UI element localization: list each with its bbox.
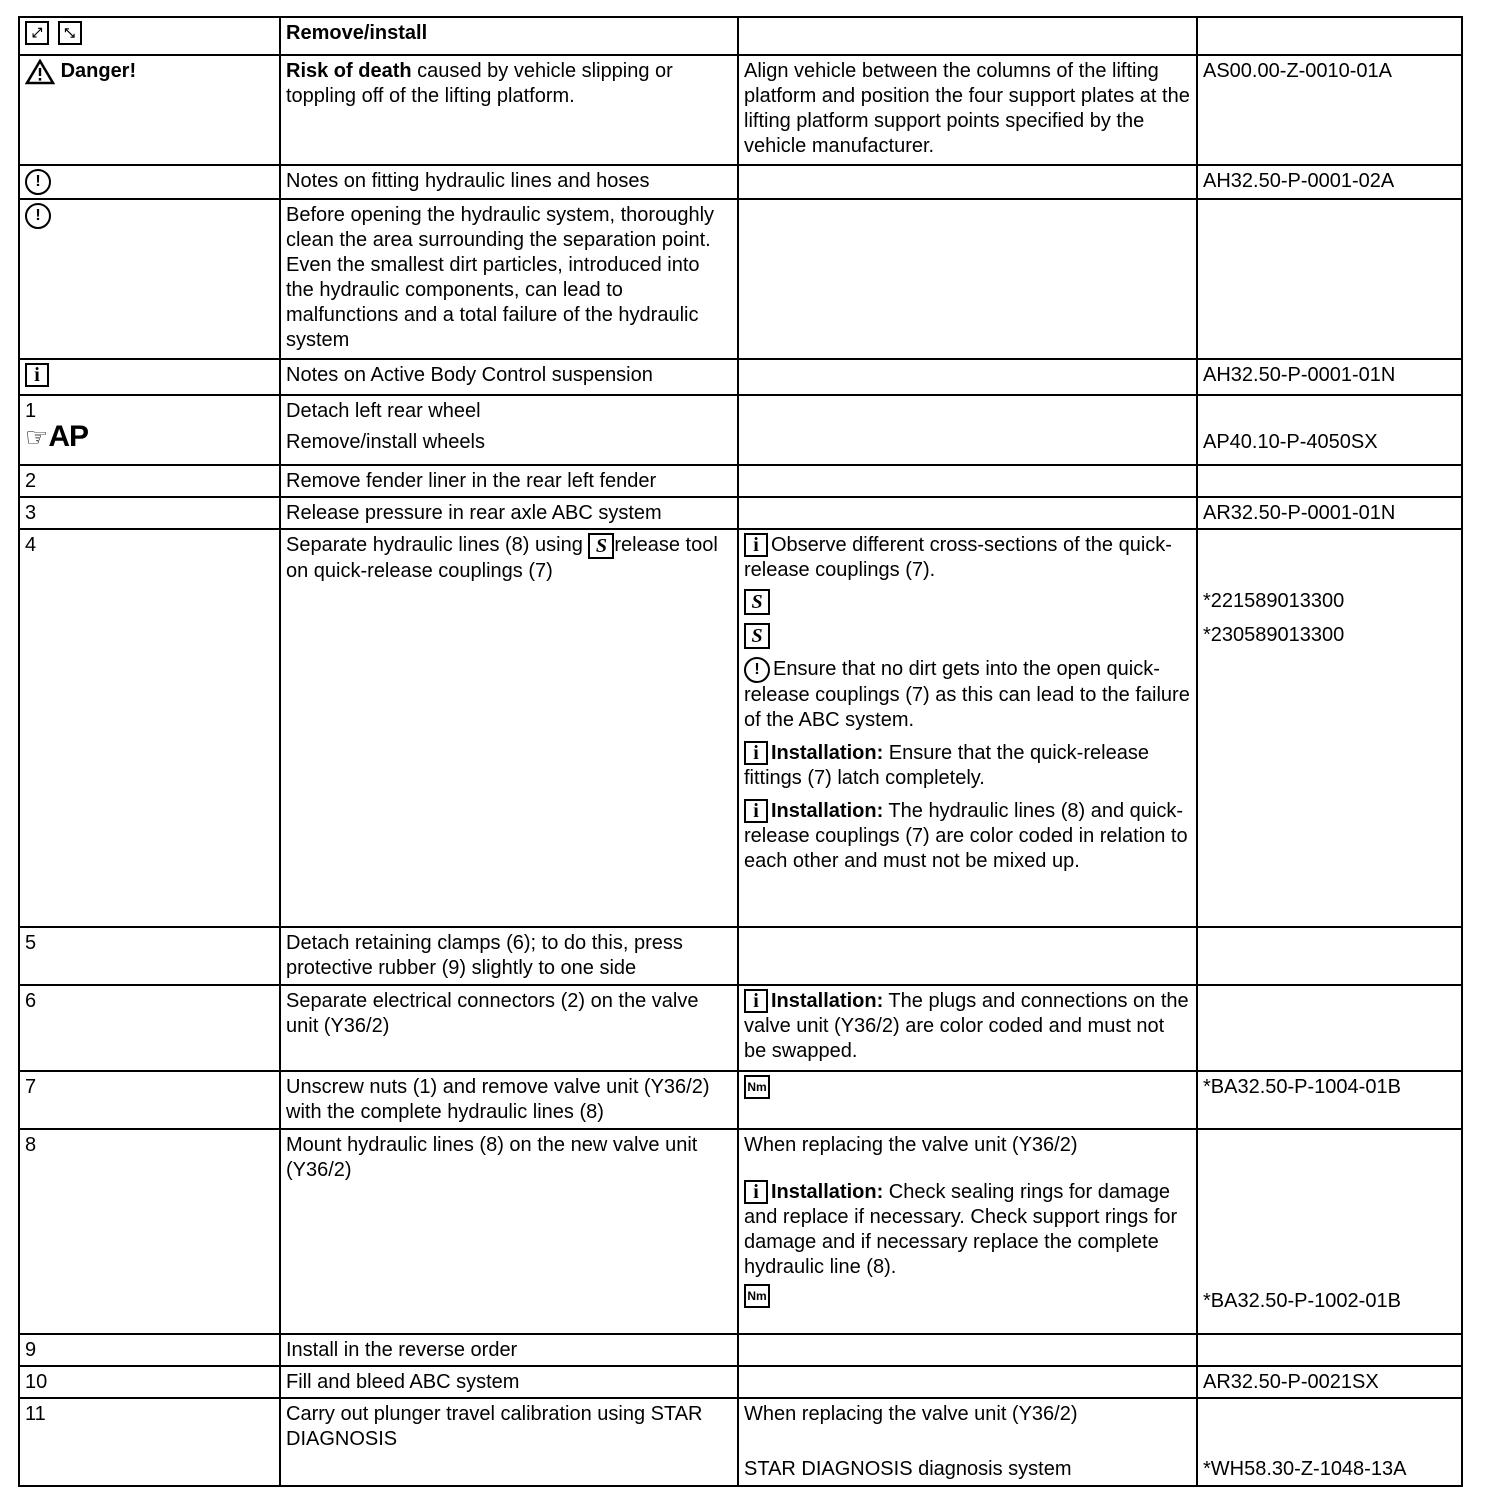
step-ref[interactable]: AR32.50-P-0021SX xyxy=(1203,1371,1379,1393)
note-text: Notes on fitting hydraulic lines and hoses xyxy=(286,170,650,192)
step-ref[interactable]: *WH58.30-Z-1048-13A xyxy=(1203,1458,1407,1480)
note-text: Before opening the hydraulic system, thoroughly clean the area surrounding the separation point. Even the smallest dirt particles, introduced into the hydraulic components, can lead to malfunctions and a total failure of the hydraulic system xyxy=(286,204,715,351)
step-text: Detach retaining clamps (6); to do this, press protective rubber (9) slightly to one side xyxy=(286,932,683,979)
header-row xyxy=(19,17,1462,55)
caution-icon: ! xyxy=(25,169,51,195)
system-text: STAR DIAGNOSIS diagnosis system xyxy=(744,1458,1072,1480)
special-tool-icon: S xyxy=(744,589,770,615)
info-icon: i xyxy=(744,741,768,765)
tool-ref[interactable]: *221589013300 xyxy=(1203,590,1345,612)
step-number: 4 xyxy=(25,534,37,556)
installation-note: i Installation: Check sealing rings for damage and replace if necessary. Check support rings for damage and if necessary replace the complete hydraulic line (8). xyxy=(744,1181,1178,1278)
pointing-hand-icon: ☞ xyxy=(25,422,49,452)
collapse-icon[interactable]: ⤡ xyxy=(58,21,82,45)
risk-text: caused by vehicle slipping or toppling off of the lifting platform. xyxy=(286,60,673,107)
step-number: 11 xyxy=(25,1403,46,1425)
step-number: 3 xyxy=(25,502,37,524)
danger-measure: Align vehicle between the columns of the lifting platform and position the four support plates at the lifting platform support points specified by the vehicle manufacturer. xyxy=(744,60,1190,157)
header-title: Remove/install xyxy=(280,17,738,55)
step-row xyxy=(19,1071,1462,1129)
danger-ref[interactable]: AS00.00-Z-0010-01A xyxy=(1203,60,1393,82)
note-row xyxy=(19,165,1462,199)
procedure-table xyxy=(18,16,1463,1487)
info-icon: i xyxy=(744,799,768,823)
step-ref[interactable]: *BA32.50-P-1002-01B xyxy=(1203,1290,1401,1312)
ap-text: Remove/install wheels xyxy=(286,431,485,453)
step-row xyxy=(19,497,1462,529)
note-row xyxy=(19,199,1462,359)
info-icon: i xyxy=(744,1180,768,1204)
step-number: 1 xyxy=(25,400,37,422)
expand-icon[interactable]: ⤢ xyxy=(25,21,49,45)
step-text: Mount hydraulic lines (8) on the new valve unit (Y36/2) xyxy=(286,1134,698,1181)
torque-icon: Nm xyxy=(744,1284,770,1308)
ap-marker: ☞AP xyxy=(25,420,88,453)
danger-row xyxy=(19,55,1462,165)
torque-icon: Nm xyxy=(744,1075,770,1099)
note-row xyxy=(19,359,1462,395)
step-number: 2 xyxy=(25,470,37,492)
step-row xyxy=(19,1334,1462,1366)
step-row xyxy=(19,395,1462,465)
step-text: Separate hydraulic lines (8) using xyxy=(286,534,589,556)
danger-label: Danger! xyxy=(60,60,137,82)
special-tool-icon: S xyxy=(744,623,770,649)
special-tool-icon: S xyxy=(588,533,614,559)
step-number: 7 xyxy=(25,1076,37,1098)
note-ref[interactable]: AH32.50-P-0001-01N xyxy=(1203,364,1396,386)
step-text: Fill and bleed ABC system xyxy=(286,1371,520,1393)
step-text: Remove fender liner in the rear left fender xyxy=(286,470,657,492)
step-text-cont: release tool on quick-release couplings (7) xyxy=(286,534,718,582)
step-text: Detach left rear wheel xyxy=(286,400,481,422)
step-row xyxy=(19,1129,1462,1334)
step-text: Carry out plunger travel calibration using STAR DIAGNOSIS xyxy=(286,1403,703,1450)
note-text: Notes on Active Body Control suspension xyxy=(286,364,653,386)
step-text: Release pressure in rear axle ABC system xyxy=(286,502,662,524)
step-number: 10 xyxy=(25,1371,48,1393)
info-icon: i xyxy=(744,989,768,1013)
tool-ref[interactable]: *230589013300 xyxy=(1203,624,1345,646)
step-number: 8 xyxy=(25,1134,37,1156)
step-ref[interactable]: AP40.10-P-4050SX xyxy=(1203,431,1378,453)
step-number: 5 xyxy=(25,932,37,954)
step-row xyxy=(19,465,1462,497)
info-icon: i xyxy=(25,363,49,387)
step-text: Separate electrical connectors (2) on the valve unit (Y36/2) xyxy=(286,990,699,1037)
risk-bold: Risk of death xyxy=(286,60,412,82)
header-icons-cell xyxy=(19,17,280,55)
step-row xyxy=(19,927,1462,985)
note-ref[interactable]: AH32.50-P-0001-02A xyxy=(1203,170,1395,192)
step-ref[interactable]: *BA32.50-P-1004-01B xyxy=(1203,1076,1401,1098)
step-ref[interactable]: AR32.50-P-0001-01N xyxy=(1203,502,1396,524)
caution-icon: ! xyxy=(25,203,51,229)
step-number: 6 xyxy=(25,990,37,1012)
info-icon: i xyxy=(744,533,768,557)
condition-text: When replacing the valve unit (Y36/2) xyxy=(744,1403,1078,1425)
info-note: i Observe different cross-sections of the quick-release couplings (7). xyxy=(744,534,1172,581)
caution-note: ! Ensure that no dirt gets into the open quick-release couplings (7) as this can lead to the failure of the ABC system. xyxy=(744,658,1190,731)
condition-text: When replacing the valve unit (Y36/2) xyxy=(744,1134,1078,1156)
step-row: 6 Separate electrical connectors (2) on the valve unit (Y36/2) i Installation: The plugs and connections on the valve unit (Y36/2) are color coded and must not be swapped. xyxy=(19,985,1462,1071)
step-text: Unscrew nuts (1) and remove valve unit (Y36/2) with the complete hydraulic lines (8) xyxy=(286,1076,710,1123)
step-text: Install in the reverse order xyxy=(286,1339,518,1361)
step-row xyxy=(19,1366,1462,1398)
installation-note: i Installation: The hydraulic lines (8) and quick-release couplings (7) are color coded in relation to each other and must not be mixed up. xyxy=(744,800,1188,872)
installation-note: i Installation: Ensure that the quick-release fittings (7) latch completely. xyxy=(744,742,1149,789)
step-row xyxy=(19,529,1462,927)
warning-triangle-icon xyxy=(25,59,55,89)
step-number: 9 xyxy=(25,1339,37,1361)
caution-icon: ! xyxy=(744,657,770,683)
step-row xyxy=(19,1398,1462,1486)
